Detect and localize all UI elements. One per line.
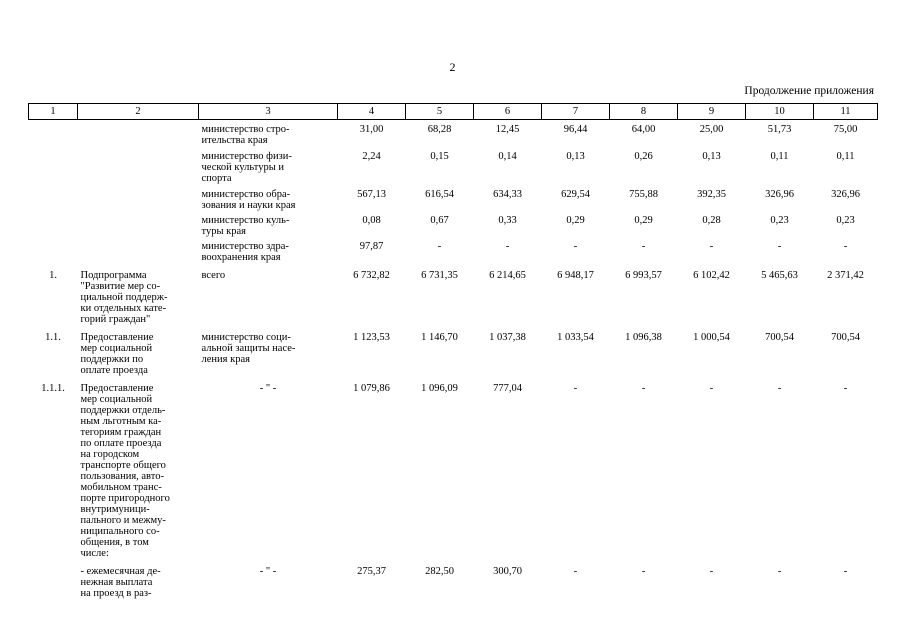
row-value-col-6: - (505, 241, 510, 252)
row-name: Предоставление мер социальной поддержки по оплате проезда (80, 332, 154, 376)
row-value-col-8: - (641, 383, 646, 394)
row-value-col-11: 326,96 (831, 189, 860, 200)
row-value-col-4: 1 123,53 (353, 332, 390, 343)
row-name: Предоставление мер социальной поддержки отдель- ным льготным ка- тегориям граждан по оплате проезда на городском транспорте общего пользования, авто- мобильном транс- порте пригородного внутримуници- пального и межму- ниципального со- общения, в том числе: (80, 383, 170, 559)
row-value-col-5: 0,15 (430, 151, 449, 162)
row-executor: министерство обра- зования и науки края (201, 189, 296, 211)
table-row (29, 184, 878, 211)
table-body (29, 120, 878, 600)
table-row (29, 325, 878, 376)
row-value-col-6: 12,45 (495, 124, 520, 135)
row-executor: министерство соци- альной защиты насе- ления края (201, 332, 296, 365)
row-value-col-11: 0,23 (836, 215, 855, 226)
row-value-col-6: 6 214,65 (489, 270, 526, 281)
row-number: 1.1. (45, 332, 61, 343)
row-name: - ежемесячная де- нежная выплата на проезд в раз- (80, 566, 161, 599)
row-value-col-7: - (573, 383, 578, 394)
row-value-col-10: - (777, 241, 782, 252)
page-number: 2 (449, 60, 456, 74)
table-row (29, 237, 878, 263)
col-header-3: 3 (199, 104, 338, 120)
row-value-col-9: - (709, 383, 714, 394)
col-header-9: 9 (678, 104, 746, 120)
row-value-col-4: 6 732,82 (353, 270, 390, 281)
col-header-11: 11 (814, 104, 878, 120)
row-value-col-5: 1 146,70 (421, 332, 458, 343)
col-header-8: 8 (610, 104, 678, 120)
row-value-col-7: - (573, 566, 578, 577)
col-header-1: 1 (29, 104, 78, 120)
row-value-col-7: - (573, 241, 578, 252)
row-value-col-5: 0,67 (430, 215, 449, 226)
table-row (29, 376, 878, 559)
row-name (78, 184, 199, 211)
row-value-col-5: 1 096,09 (421, 383, 458, 394)
col-header-7: 7 (542, 104, 610, 120)
row-executor: всего (201, 270, 226, 281)
col-header-10: 10 (746, 104, 814, 120)
column-number-row (29, 104, 878, 120)
table-row (29, 120, 878, 147)
row-value-col-11: 75,00 (833, 124, 858, 135)
row-value-col-10: - (777, 566, 782, 577)
row-value-col-11: 2 371,42 (827, 270, 864, 281)
col-header-2: 2 (78, 104, 199, 120)
table-row (29, 263, 878, 325)
row-value-col-8: 755,88 (629, 189, 658, 200)
row-value-col-11: - (843, 241, 848, 252)
row-value-col-10: 700,54 (765, 332, 794, 343)
row-value-col-4: 0,08 (362, 215, 381, 226)
row-number: 1.1.1. (41, 383, 65, 394)
row-number (29, 184, 78, 211)
row-value-col-4: 2,24 (362, 151, 381, 162)
row-value-col-9: 0,13 (702, 151, 721, 162)
row-value-col-7: 0,13 (566, 151, 585, 162)
row-value-col-5: 616,54 (425, 189, 454, 200)
row-value-col-11: - (843, 566, 848, 577)
row-executor: министерство куль- туры края (201, 215, 290, 237)
col-header-5: 5 (406, 104, 474, 120)
table-row (29, 211, 878, 237)
row-value-col-6: 0,14 (498, 151, 517, 162)
row-value-col-8: 6 993,57 (625, 270, 662, 281)
row-number (29, 146, 78, 184)
row-value-col-9: 25,00 (699, 124, 724, 135)
row-value-col-8: 1 096,38 (625, 332, 662, 343)
row-value-col-11: - (843, 383, 848, 394)
row-value-col-5: 68,28 (427, 124, 452, 135)
row-value-col-9: 6 102,42 (693, 270, 730, 281)
row-value-col-10: 51,73 (767, 124, 792, 135)
row-value-col-6: 0,33 (498, 215, 517, 226)
row-value-col-7: 1 033,54 (557, 332, 594, 343)
row-value-col-8: 0,29 (634, 215, 653, 226)
row-value-col-7: 629,54 (561, 189, 590, 200)
row-value-col-5: 282,50 (425, 566, 454, 577)
row-value-col-10: - (777, 383, 782, 394)
row-value-col-6: 634,33 (493, 189, 522, 200)
row-value-col-4: 567,13 (357, 189, 386, 200)
row-value-col-4: 275,37 (357, 566, 386, 577)
row-value-col-11: 700,54 (831, 332, 860, 343)
row-value-col-9: 392,35 (697, 189, 726, 200)
appendix-table (28, 103, 878, 599)
row-value-col-8: 64,00 (631, 124, 656, 135)
row-name (78, 211, 199, 237)
row-name (78, 146, 199, 184)
row-value-col-4: 1 079,86 (353, 383, 390, 394)
row-value-col-4: 97,87 (359, 241, 384, 252)
row-value-col-8: 0,26 (634, 151, 653, 162)
row-value-col-5: - (437, 241, 442, 252)
row-value-col-8: - (641, 241, 646, 252)
row-value-col-9: 0,28 (702, 215, 721, 226)
row-number (29, 559, 78, 599)
row-value-col-8: - (641, 566, 646, 577)
row-value-col-9: - (709, 566, 714, 577)
row-executor: - " - (259, 566, 277, 577)
row-value-col-10: 5 465,63 (761, 270, 798, 281)
table-row (29, 146, 878, 184)
row-value-col-6: 1 037,38 (489, 332, 526, 343)
row-executor: министерство стро- ительства края (201, 124, 290, 146)
row-value-col-9: - (709, 241, 714, 252)
row-number (29, 211, 78, 237)
row-number: 1. (49, 270, 57, 281)
row-value-col-6: 300,70 (493, 566, 522, 577)
table-row (29, 559, 878, 599)
row-value-col-7: 0,29 (566, 215, 585, 226)
row-number (29, 120, 78, 147)
row-executor: министерство физи- ческой культуры и спорта (201, 151, 292, 184)
row-value-col-10: 0,23 (770, 215, 789, 226)
row-value-col-7: 96,44 (563, 124, 588, 135)
row-value-col-10: 326,96 (765, 189, 794, 200)
row-name: Подпрограмма "Развитие мер со- циальной поддерж- ки отдельных кате- горий граждан" (80, 270, 168, 325)
row-value-col-9: 1 000,54 (693, 332, 730, 343)
row-value-col-4: 31,00 (359, 124, 384, 135)
row-number (29, 237, 78, 263)
row-value-col-6: 777,04 (493, 383, 522, 394)
row-name (78, 237, 199, 263)
col-header-6: 6 (474, 104, 542, 120)
col-header-4: 4 (338, 104, 406, 120)
row-executor: министерство здра- воохранения края (201, 241, 289, 263)
continuation-label: Продолжение приложения (744, 85, 874, 97)
row-value-col-11: 0,11 (836, 151, 855, 162)
row-value-col-7: 6 948,17 (557, 270, 594, 281)
row-value-col-10: 0,11 (770, 151, 789, 162)
row-value-col-5: 6 731,35 (421, 270, 458, 281)
row-executor: - " - (259, 383, 277, 394)
row-name (78, 120, 199, 147)
